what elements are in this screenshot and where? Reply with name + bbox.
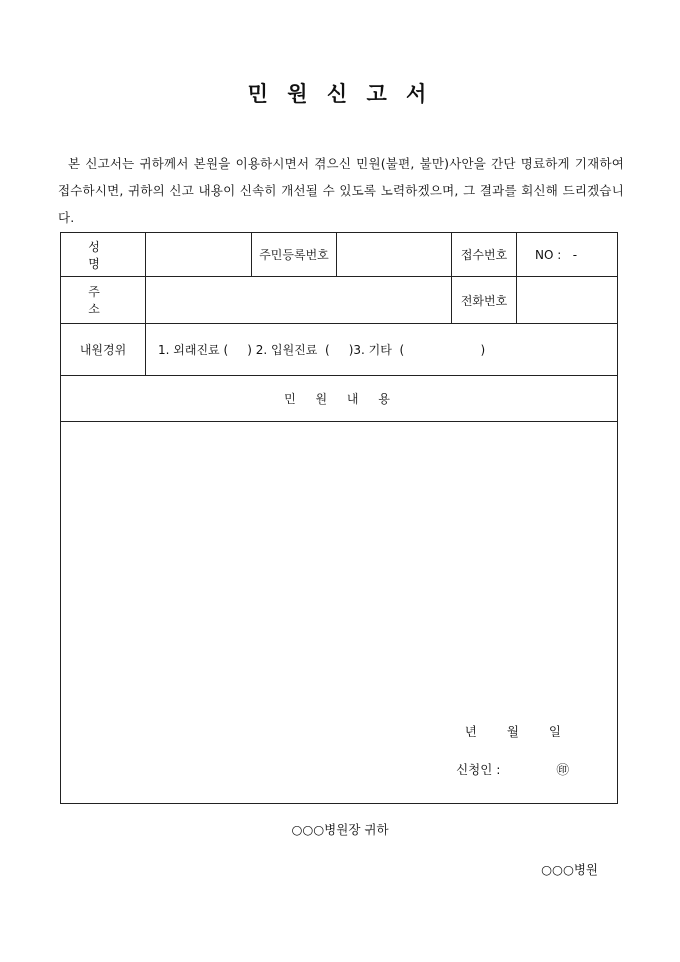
date-year: 년 — [464, 724, 477, 739]
name-field[interactable] — [146, 233, 252, 277]
form-row-content-header — [61, 376, 618, 422]
option-other[interactable]: 3. 기타 ( ) — [353, 343, 486, 357]
date-month: 월 — [506, 724, 519, 739]
applicant-label: 신청인 : — [456, 762, 501, 777]
option-inpatient[interactable]: 2. 입원진료 ( ) — [255, 343, 354, 357]
applicant-line — [456, 760, 569, 778]
phone-label: 전화번호 — [452, 277, 517, 324]
rrn-label: 주민등록번호 — [252, 233, 337, 277]
intro-paragraph: 본 신고서는 귀하께서 본원을 이용하시면서 겪으신 민원(불편, 불만)사안을 간단 명료하게 기재하여 접수하시면, 귀하의 신고 내용이 신속히 개선될 수 있도록 노력하겠으며, 그 결과를 회신해 드리겠습니다. — [58, 156, 624, 225]
addressee-line: ○○○병원장 귀하 — [291, 822, 389, 837]
sender-hospital: ○○○병원 — [541, 862, 598, 877]
document-title: 민 원 신 고 서 — [247, 81, 433, 106]
receipt-number-label: 접수번호 — [452, 233, 517, 277]
complaint-form-table — [60, 232, 618, 804]
option-outpatient[interactable]: 1. 외래진료 ( ) — [158, 343, 252, 357]
form-row-history — [61, 324, 618, 376]
form-row-content — [61, 422, 618, 804]
receipt-number-field[interactable]: NO : - — [517, 233, 618, 277]
content-header: 민 원 내 용 — [61, 376, 618, 422]
seal-mark: ㊞ — [556, 762, 569, 777]
form-row-name — [61, 233, 618, 277]
address-field[interactable] — [146, 277, 452, 324]
visit-history-options — [146, 324, 618, 376]
address-label: 주 소 — [61, 277, 146, 324]
name-label: 성 명 — [61, 233, 146, 277]
complaint-content-area[interactable] — [61, 422, 618, 804]
date-line — [439, 722, 561, 740]
form-row-address — [61, 277, 618, 324]
rrn-field[interactable] — [337, 233, 452, 277]
visit-history-label: 내원경위 — [61, 324, 146, 376]
phone-field[interactable] — [517, 277, 618, 324]
date-day: 일 — [548, 724, 561, 739]
